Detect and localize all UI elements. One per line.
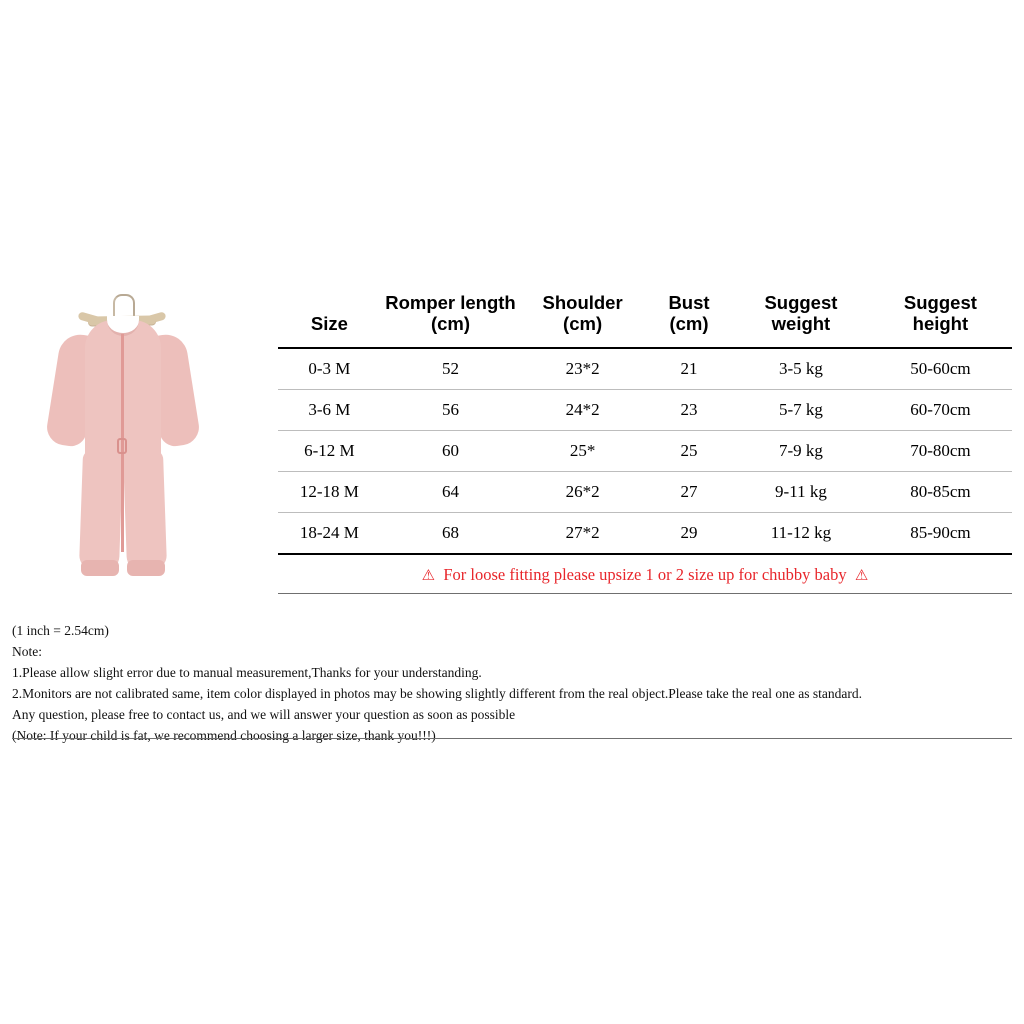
cell-size: 0-3 M xyxy=(278,348,381,390)
cell-height: 85-90cm xyxy=(869,512,1012,554)
column-header-romper-length-line2: (cm) xyxy=(430,313,470,335)
note-label: Note: xyxy=(12,644,42,660)
size-table-body xyxy=(278,348,1012,554)
column-header-romper-length xyxy=(381,288,520,348)
table-row xyxy=(278,512,1012,554)
cell-romper-length: 64 xyxy=(381,471,520,512)
warning-icon-right: ⚠ xyxy=(854,567,869,584)
upsize-notice xyxy=(278,555,1012,594)
notes-block xyxy=(12,620,1012,746)
cell-size: 6-12 M xyxy=(278,430,381,471)
column-header-suggest-height-line2: height xyxy=(912,313,969,335)
cell-size: 3-6 M xyxy=(278,389,381,430)
cell-bust: 27 xyxy=(645,471,733,512)
cell-weight: 7-9 kg xyxy=(733,430,869,471)
table-row xyxy=(278,389,1012,430)
cell-height: 50-60cm xyxy=(869,348,1012,390)
product-image xyxy=(12,286,270,606)
note-line-2: 2.Monitors are not calibrated same, item color displayed in photos may be showing slightly different from the real object.Please take the real one as standard. xyxy=(12,686,863,702)
cell-height: 80-85cm xyxy=(869,471,1012,512)
column-header-romper-length-line1: Romper length xyxy=(385,292,516,313)
cell-bust: 29 xyxy=(645,512,733,554)
cell-size: 18-24 M xyxy=(278,512,381,554)
column-header-suggest-weight-line1: Suggest xyxy=(764,292,838,313)
column-header-shoulder-line2: (cm) xyxy=(563,313,603,335)
cell-height: 70-80cm xyxy=(869,430,1012,471)
cell-romper-length: 52 xyxy=(381,348,520,390)
cell-shoulder: 26*2 xyxy=(520,471,645,512)
romper-cuff-right xyxy=(127,560,165,576)
column-header-size xyxy=(278,288,381,348)
cell-weight: 9-11 kg xyxy=(733,471,869,512)
warning-icon-left: ⚠ xyxy=(421,567,436,584)
cell-weight: 3-5 kg xyxy=(733,348,869,390)
hanger-hook-icon xyxy=(113,294,135,318)
note-line-1: 1.Please allow slight error due to manual measurement,Thanks for your understanding. xyxy=(12,665,482,681)
note-conversion: (1 inch = 2.54cm) xyxy=(12,623,109,638)
cell-romper-length: 56 xyxy=(381,389,520,430)
size-table-head xyxy=(278,288,1012,348)
romper-garment xyxy=(47,320,195,584)
cell-size: 12-18 M xyxy=(278,471,381,512)
note-line-3: Any question, please free to contact us, and we will answer your question as soon as possible xyxy=(12,707,516,723)
cell-shoulder: 27*2 xyxy=(520,512,645,554)
romper-cuff-left xyxy=(81,560,119,576)
table-header-row xyxy=(278,288,1012,348)
table-row xyxy=(278,471,1012,512)
cell-weight: 5-7 kg xyxy=(733,389,869,430)
column-header-bust-line1: Bust xyxy=(668,292,710,313)
romper-zipper-pull xyxy=(117,438,127,454)
size-table-wrapper xyxy=(270,288,1012,594)
size-table xyxy=(278,288,1012,555)
cell-height: 60-70cm xyxy=(869,389,1012,430)
cell-romper-length: 60 xyxy=(381,430,520,471)
column-header-suggest-height xyxy=(869,288,1012,348)
cell-shoulder: 23*2 xyxy=(520,348,645,390)
cell-bust: 21 xyxy=(645,348,733,390)
table-row xyxy=(278,348,1012,390)
column-header-shoulder xyxy=(520,288,645,348)
cell-bust: 25 xyxy=(645,430,733,471)
column-header-suggest-weight xyxy=(733,288,869,348)
upsize-notice-text: For loose fitting please upsize 1 or 2 size up for chubby baby xyxy=(443,564,847,584)
size-chart-block xyxy=(12,286,1012,606)
cell-bust: 23 xyxy=(645,389,733,430)
chart-top-row xyxy=(12,286,1012,606)
notes-bottom-divider xyxy=(12,738,1012,739)
table-row xyxy=(278,430,1012,471)
note-line-4: (Note: If your child is fat, we recommend choosing a larger size, thank you!!!) xyxy=(12,728,436,744)
column-header-bust xyxy=(645,288,733,348)
column-header-suggest-weight-line2: weight xyxy=(771,313,831,335)
column-header-size-line1: Size xyxy=(310,313,348,335)
cell-shoulder: 25* xyxy=(520,430,645,471)
column-header-shoulder-line1: Shoulder xyxy=(542,292,623,313)
cell-shoulder: 24*2 xyxy=(520,389,645,430)
cell-romper-length: 68 xyxy=(381,512,520,554)
column-header-bust-line2: (cm) xyxy=(669,313,709,335)
column-header-suggest-height-line1: Suggest xyxy=(903,292,977,313)
cell-weight: 11-12 kg xyxy=(733,512,869,554)
